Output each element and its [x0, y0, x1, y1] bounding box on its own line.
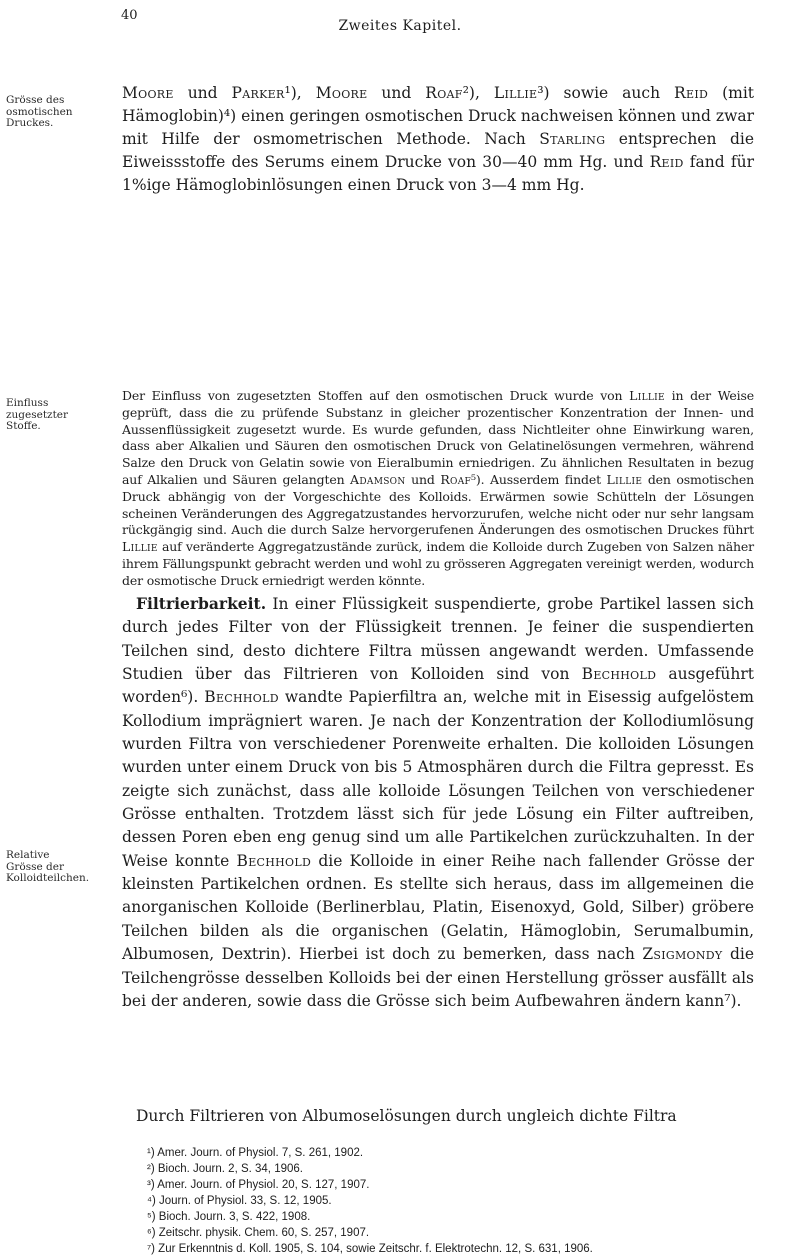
margin-note-added-substances: Einfluss zugesetzter Stoffe. [6, 397, 69, 432]
footnote: ¹) Amer. Journ. of Physiol. 7, S. 261, 1902. [147, 1147, 364, 1159]
paragraph-filterability: Filtrierbarkeit. In einer Flüssigkeit suspendierte, grobe Partikel lassen sich durch jedes Filter von der Flüssigkeit trennen. Je feiner die suspendierten Teilchen sind, desto dichtere Filtra müssen angewandt werden. Umfassende Studien über das Filtrieren von Kolloiden sind von Bechhold ausgeführt worden⁶). Bechhold wandte Papierfiltra an, welche mit in Eisessig aufgelöstem Kollodium imprägniert waren. Je nach der Konzentration der Kollodiumlösung wurden Filtra von verschiedener Porenweite erhalten. Die kolloiden Lösungen wurden unter einem Druck von bis 5 Atmosphären durch die Filtra gepresst. Es zeigte sich zunächst, dass alle kolloide Lösungen Teilchen von verschiedener Grösse enthalten. Trotzdem lässt sich für jede Lösung ein Filter auftreiben, dessen Poren eben eng genug sind um alle Partikelchen zurückzuhalten. In der Weise konnte Bechhold die Kolloide in einer Reihe nach fallender Grösse der kleinsten Partikelchen ordnen. Es stellte sich heraus, dass im allgemeinen die anorganischen Kolloide (Berlinerblau, Platin, Eisenoxyd, Gold, Silber) gröbere Teilchen bilden als die organischen (Gelatin, Hämoglobin, Serumalbumin, Albumosen, Dextrin). Hierbei ist doch zu bemerken, dass nach Zsigmondy die Teilchengrösse desselben Kolloids bei der einen Herstellung grösser ausfällt als bei der anderen, sowie dass die Grösse sich beim Aufbewahren ändern kann⁷). [122, 594, 755, 1010]
footnote: ⁵) Bioch. Journ. 3, S. 422, 1908. [147, 1211, 311, 1223]
footnote: ⁶) Zeitschr. physik. Chem. 60, S. 257, 1907. [147, 1227, 370, 1239]
paragraph-albumose-filtration: Durch Filtrieren von Albumoselösungen durch ungleich dichte Filtra [136, 1107, 677, 1125]
paragraph-added-substances: Der Einfluss von zugesetzten Stoffen auf den osmotischen Druck wurde von Lillie in der Weise geprüft, dass die zu prüfende Substanz in gleicher prozentischer Konzentration der Innen- und Aussenflüssigkeit zugesetzt wurde. Es wurde gefunden, dass Nichtleiter ohne Einwirkung waren, dass aber Alkalien und Säuren den osmotischen Druck von Gelatinelösungen vermehren, während Salze den Druck von Gelatin sowie von Eieralbumin erniedrigen. Zu ähnlichen Resultaten in bezug auf Alkalien und Säuren gelangten Adamson und Roaf⁵). Ausserdem findet Lillie den osmotischen Druck abhängig von der Vorgeschichte des Kolloids. Erwärmen sowie Schütteln der Lösungen scheinen Veränderungen des Aggregatzustandes hervorzurufen, welche nicht oder nur sehr langsam rückgängig sind. Auch die durch Salze hervorgerufenen Änderungen des osmotischen Druckes führt Lillie auf veränderte Aggregatzustände zurück, indem die Kolloide durch Zugeben von Salzen näher ihrem Fällungspunkt gebracht werden und wohl zu grösseren Aggregaten vereinigt werden, wodurch der osmotische Druck erniedrigt werden könnte. [122, 388, 754, 588]
margin-note-osmotic-pressure: Grösse des osmotischen Druckes. [6, 94, 73, 129]
footnote: ⁴) Journ. of Physiol. 33, S. 12, 1905. [147, 1195, 332, 1207]
running-head: Zweites Kapitel. [338, 18, 462, 34]
footnote: ⁷) Zur Erkenntnis d. Koll. 1905, S. 104, sowie Zeitschr. f. Elektrotechn. 12, S. 631, 1906. [147, 1243, 593, 1255]
paragraph-osmotic-pressure: Moore und Parker¹), Moore und Roaf²), Lillie³) sowie auch Reid (mit Hämoglobin)⁴) einen geringen osmotischen Druck nachweisen können und zwar mit Hilfe der osmometrischen Methode. Nach Starling entsprechen die Eiweissstoffe des Serums einem Drucke von 30—40 mm Hg. und Reid fand für 1%ige Hämoglobinlösungen einen Druck von 3—4 mm Hg. [122, 84, 754, 194]
section-heading-filterability: Filtrierbarkeit. [136, 594, 267, 613]
page-number: 40 [121, 8, 138, 23]
footnote: ³) Amer. Journ. of Physiol. 20, S. 127, 1907. [147, 1179, 370, 1191]
margin-note-particle-size: Relative Grösse der Kolloidteilchen. [6, 849, 90, 884]
footnote: ²) Bioch. Journ. 2, S. 34, 1906. [147, 1163, 303, 1175]
footnotes [147, 1145, 767, 1257]
